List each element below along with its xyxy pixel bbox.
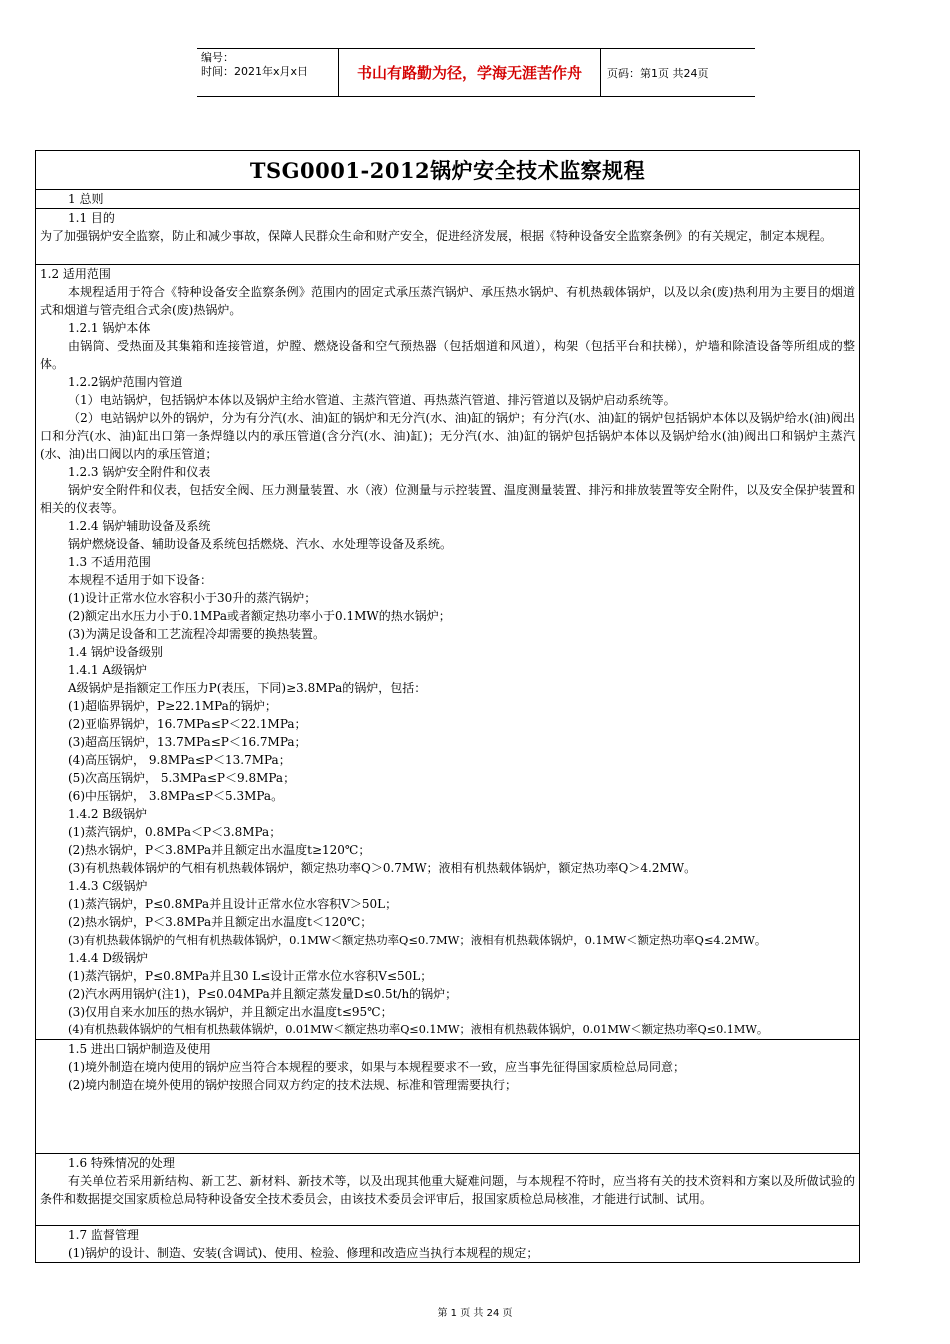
section-1-7 xyxy=(36,1226,859,1262)
paragraph: （1）电站锅炉，包括锅炉本体以及锅炉主给水管道、主蒸汽管道、再热蒸汽管道、排污管道以及锅炉启动系统等。 xyxy=(68,393,676,407)
list-item: (6)中压锅炉， 3.8MPa≤P＜5.3MPa。 xyxy=(68,789,284,803)
list-item: (2)热水锅炉，P＜3.8MPa并且额定出水温度t≥120℃； xyxy=(68,843,371,857)
document-title: TSG0001-2012锅炉安全技术监察规程 xyxy=(36,151,859,190)
header-motto: 书山有路勤为径，学海无涯苦作舟 xyxy=(339,49,601,96)
paragraph: 本规程适用于符合《特种设备安全监察条例》范围内的固定式承压蒸汽锅炉、承压热水锅炉、有机热载体锅炉，以及以余(废)热利用为主要目的烟道式和烟道与管壳组合式余(废)热锅炉。 xyxy=(40,285,855,317)
list-item: (3)为满足设备和工艺流程冷却需要的换热装置。 xyxy=(68,627,325,641)
page-footer: 第 1 页 共 24 页 xyxy=(437,1308,513,1319)
section-heading: 1.4.1 A级锅炉 xyxy=(68,663,148,677)
section-heading: 1 总则 xyxy=(68,192,104,206)
paragraph: 本规程不适用于如下设备： xyxy=(68,573,213,587)
list-item: (1)超临界锅炉，P≥22.1MPa的锅炉； xyxy=(68,699,277,713)
section-heading: 1.5 进出口锅炉制造及使用 xyxy=(68,1042,211,1056)
list-item: (2)亚临界锅炉，16.7MPa≤P＜22.1MPa； xyxy=(68,717,307,731)
paragraph: 为了加强锅炉安全监察，防止和减少事故，保障人民群众生命和财产安全，促进经济发展，根据《特种设备安全监察条例》的有关规定，制定本规程。 xyxy=(40,229,833,243)
section-heading: 1.3 不适用范围 xyxy=(68,555,151,569)
section-heading: 1.4 锅炉设备级别 xyxy=(68,645,163,659)
list-item: (4)高压锅炉， 9.8MPa≤P＜13.7MPa； xyxy=(68,753,291,767)
section-heading: 1.7 监督管理 xyxy=(68,1228,139,1242)
section-1-2 xyxy=(36,265,859,1040)
section-heading: 1.4.4 D级锅炉 xyxy=(68,951,148,965)
section-heading: 1.2.4 锅炉辅助设备及系统 xyxy=(68,519,211,533)
list-item: (1)蒸汽锅炉，P≤0.8MPa并且设计正常水位水容积V＞50L； xyxy=(68,897,398,911)
section-heading: 1.2.1 锅炉本体 xyxy=(68,321,151,335)
list-item: (1)设计正常水位水容积小于30升的蒸汽锅炉； xyxy=(68,591,317,605)
section-heading: 1.2.2锅炉范围内管道 xyxy=(68,375,183,389)
paragraph: A级锅炉是指额定工作压力P(表压，下同)≥3.8MPa的锅炉，包括： xyxy=(68,681,427,695)
paragraph: 锅炉安全附件和仪表，包括安全阀、压力测量装置、水（液）位测量与示控装置、温度测量装置、排污和排放装置等安全附件，以及安全保护装置和相关的仪表等。 xyxy=(40,483,855,515)
list-item: (2)热水锅炉，P＜3.8MPa并且额定出水温度t＜120℃； xyxy=(68,915,373,929)
paragraph: 锅炉燃烧设备、辅助设备及系统包括燃烧、汽水、水处理等设备及系统。 xyxy=(68,537,453,551)
header-meta xyxy=(197,49,339,96)
section-heading: 1.4.2 B级锅炉 xyxy=(68,807,148,821)
section-1-1 xyxy=(36,209,859,265)
list-item: (3)有机热载体锅炉的气相有机热载体锅炉，0.1MW＜额定热功率Q≤0.7MW；液相有机热载体锅炉，0.1MW＜额定热功率Q≤4.2MW。 xyxy=(68,933,767,947)
list-item: (1)境外制造在境内使用的锅炉应当符合本规程的要求，如果与本规程要求不一致，应当事先征得国家质检总局同意； xyxy=(68,1060,686,1074)
section-1-heading xyxy=(36,190,859,209)
list-item: (1)蒸汽锅炉，0.8MPa＜P＜3.8MPa； xyxy=(68,825,282,839)
section-heading: 1.2.3 锅炉安全附件和仪表 xyxy=(68,465,211,479)
paragraph: （2）电站锅炉以外的锅炉，分为有分汽(水、油)缸的锅炉和无分汽(水、油)缸的锅炉；有分汽(水、油)缸的锅炉包括锅炉本体以及锅炉给水(油)阀出口和分汽(水、油)缸出口第一条焊缝以内的承压管道(含分汽(水、油)缸)；无分汽(水、油)缸的锅炉包括锅炉本体以及锅炉给水(油)阀出口和锅炉主蒸汽(水、油)出口阀以内的承压管道； xyxy=(40,411,855,461)
list-item: (1)锅炉的设计、制造、安装(含调试)、使用、检验、修理和改造应当执行本规程的规定； xyxy=(68,1246,539,1260)
paragraph: 由锅筒、受热面及其集箱和连接管道，炉膛、燃烧设备和空气预热器（包括烟道和风道），构架（包括平台和扶梯），炉墙和除渣设备等所组成的整体。 xyxy=(40,339,855,371)
list-item: (1)蒸汽锅炉，P≤0.8MPa并且30 L≤设计正常水位水容积V≤50L； xyxy=(68,969,433,983)
document-table xyxy=(35,150,860,1263)
section-heading: 1.1 目的 xyxy=(68,211,115,225)
list-item: (3)仅用自来水加压的热水锅炉，并且额定出水温度t≤95℃； xyxy=(68,1005,393,1019)
list-item: (5)次高压锅炉， 5.3MPa≤P＜9.8MPa； xyxy=(68,771,296,785)
section-1-5 xyxy=(36,1040,859,1154)
time-label: 时间：2021年x月x日 xyxy=(201,65,309,78)
section-heading: 1.4.3 C级锅炉 xyxy=(68,879,148,893)
section-1-6 xyxy=(36,1154,859,1226)
list-item: (2)境内制造在境外使用的锅炉按照合同双方约定的技术法规、标准和管理需要执行； xyxy=(68,1078,518,1092)
section-heading: 1.6 特殊情况的处理 xyxy=(68,1156,175,1170)
paragraph: 有关单位若采用新结构、新工艺、新材料、新技术等，以及出现其他重大疑难问题，与本规程不符时，应当将有关的技术资料和方案以及所做试验的条件和数据提交国家质检总局特种设备安全技术委员会，由该技术委员会评审后，报国家质检总局核准，才能进行试制、试用。 xyxy=(40,1174,855,1206)
section-heading: 1.2 适用范围 xyxy=(40,267,111,281)
number-label: 编号： xyxy=(201,51,234,64)
list-item: (3)有机热载体锅炉的气相有机热载体锅炉，额定热功率Q＞0.7MW；液相有机热载体锅炉，额定热功率Q＞4.2MW。 xyxy=(68,861,697,875)
header-page-label: 页码：第1页 共24页 xyxy=(607,66,709,80)
list-item: (2)额定出水压力小于0.1MPa或者额定热功率小于0.1MW的热水锅炉； xyxy=(68,609,451,623)
list-item: (2)汽水两用锅炉(注1)，P≤0.04MPa并且额定蒸发量D≤0.5t/h的锅炉； xyxy=(68,987,458,1001)
list-item: (3)超高压锅炉，13.7MPa≤P＜16.7MPa； xyxy=(68,735,307,749)
page-header xyxy=(197,48,755,97)
list-item: (4)有机热载体锅炉的气相有机热载体锅炉，0.01MW＜额定热功率Q≤0.1MW；液相有机热载体锅炉，0.01MW＜额定热功率Q≤0.1MW。 xyxy=(68,1023,769,1036)
